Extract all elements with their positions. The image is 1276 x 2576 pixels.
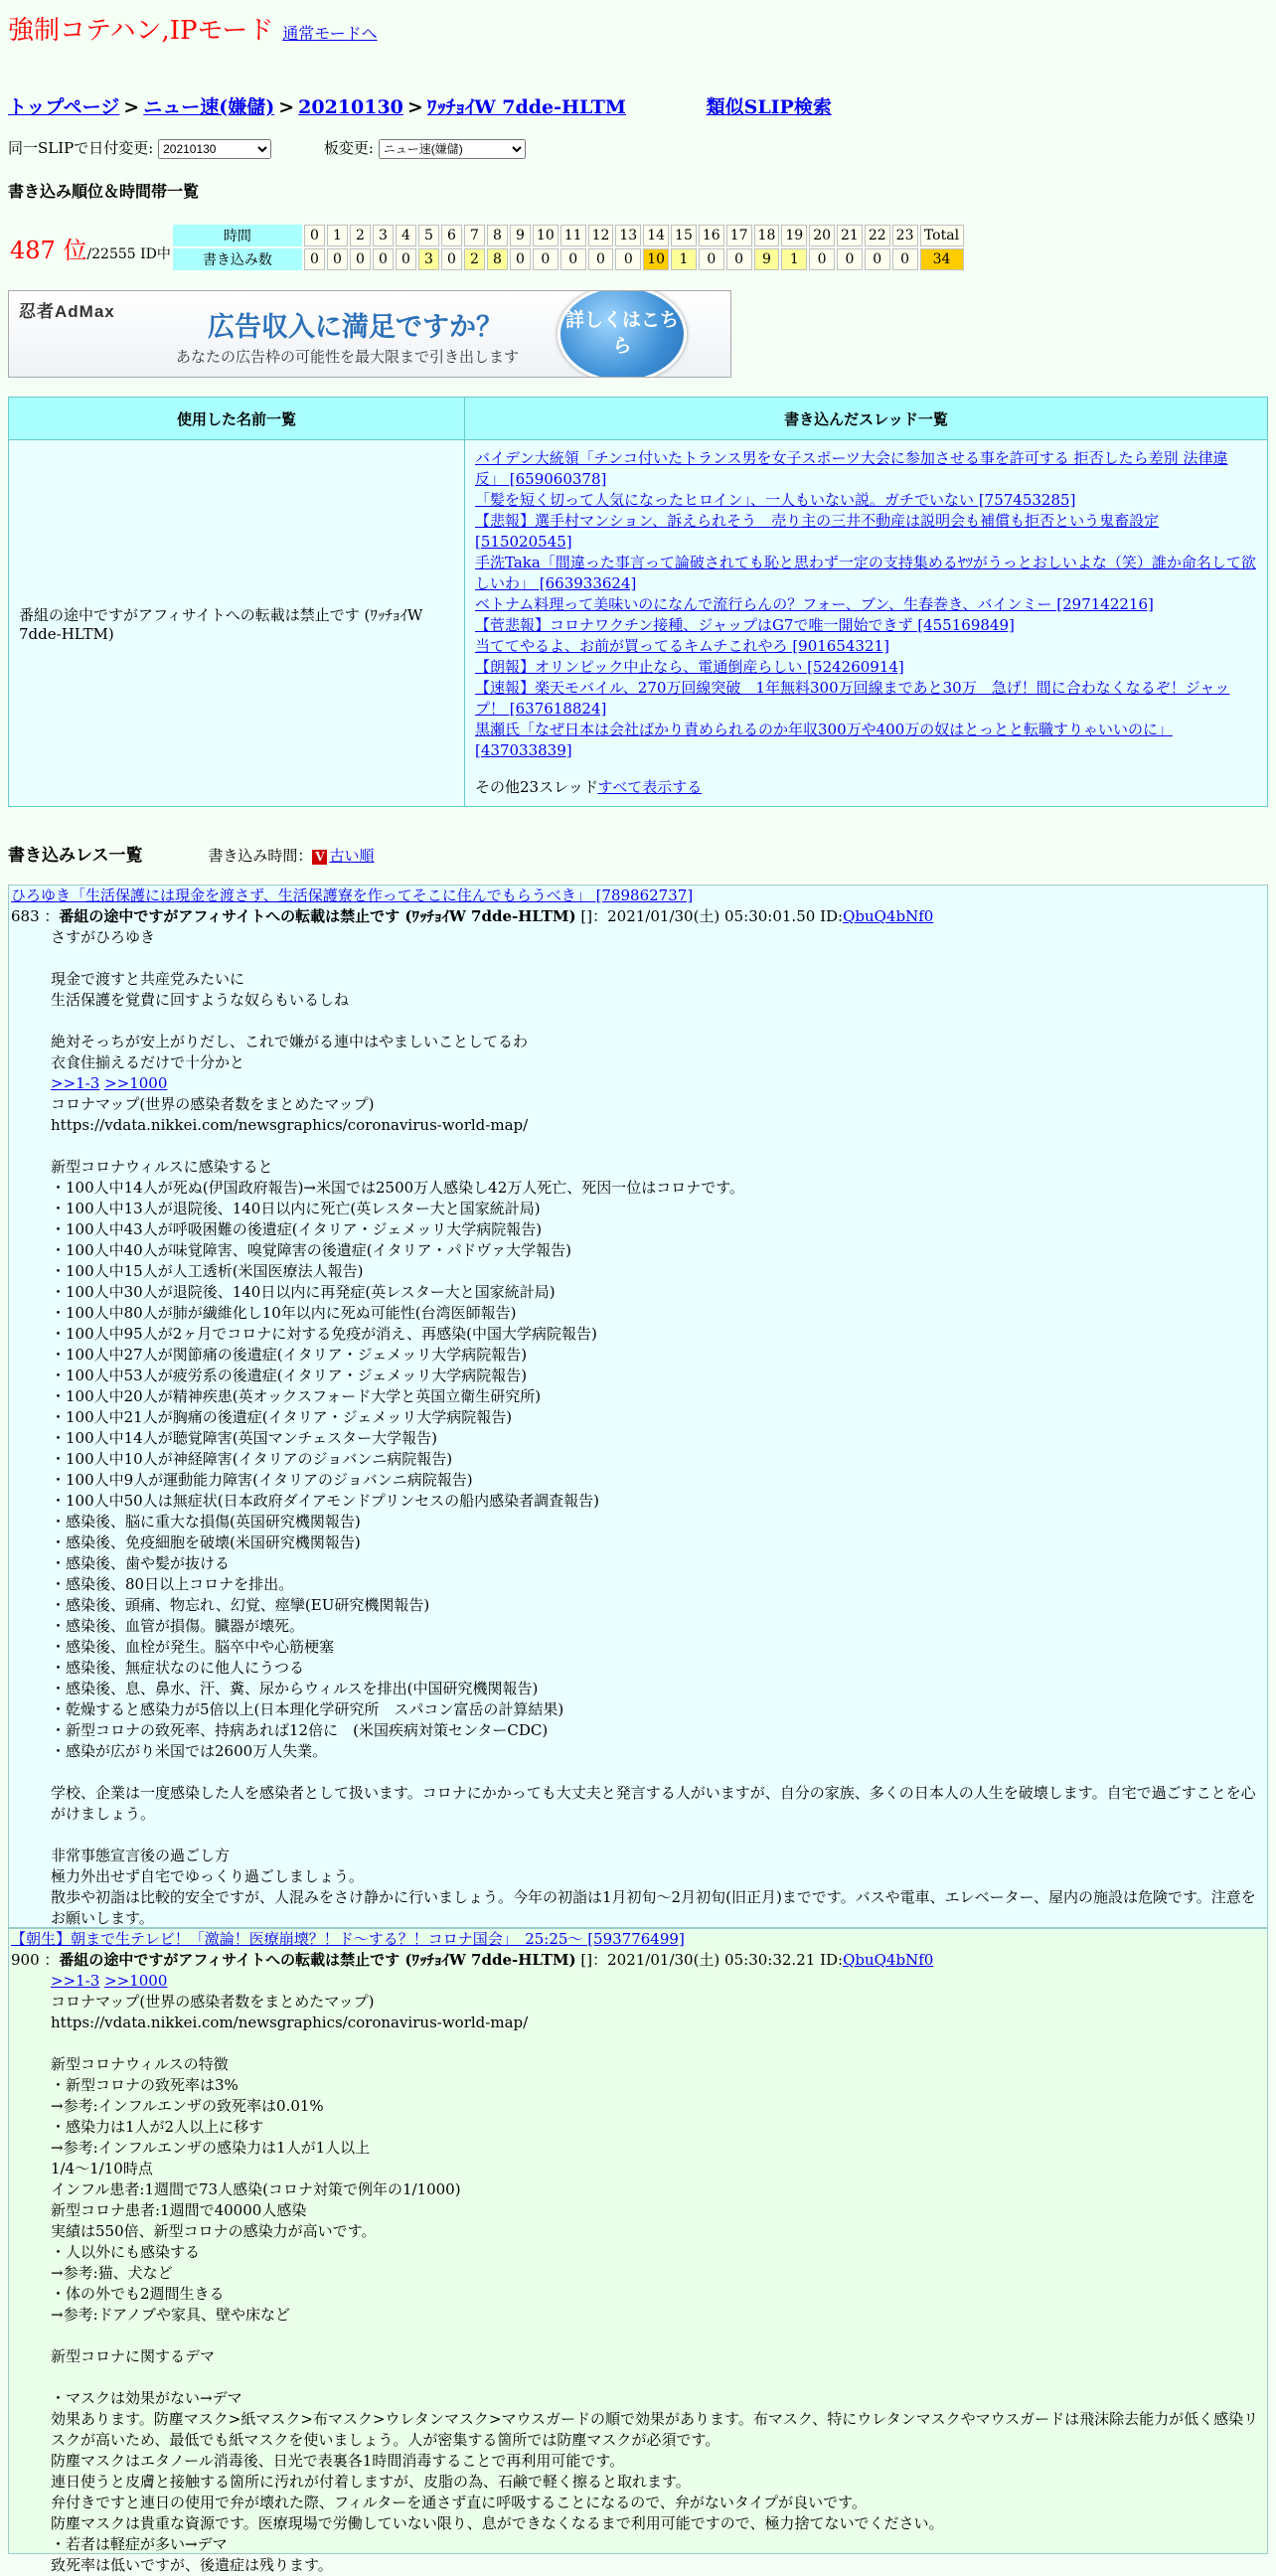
post-body bbox=[9, 1971, 1267, 2576]
filter-row bbox=[8, 137, 526, 159]
hour-cell: 8 bbox=[487, 225, 508, 246]
hour-cell: 9 bbox=[510, 225, 531, 246]
breadcrumb-separator: > bbox=[123, 96, 140, 118]
count-cell: 0 bbox=[441, 248, 462, 270]
post-body bbox=[9, 927, 1267, 1929]
board-select[interactable] bbox=[379, 139, 526, 159]
count-label: 書き込み数 bbox=[173, 248, 302, 270]
rank-total-ids: /22555 ID中 bbox=[86, 245, 171, 262]
post-thread-link[interactable]: 【朝生】朝まで生テレビ！「激論！医療崩壊？！ド～する？！コロナ国会」 25:25～ [593776499] bbox=[11, 1930, 685, 1948]
hour-cell: 12 bbox=[588, 225, 614, 246]
post-meta: 900 ：番組の途中ですがアフィサイトへの転載は禁止です (ﾜｯﾁｮｲW 7dde-HLTM) []：2021/01/30(土) 05:30:32.21 ID:QbuQ4bNf0 bbox=[11, 1951, 934, 1969]
used-name: 番組の途中ですがアフィサイトへの転載は禁止です (ﾜｯﾁｮｲW 7dde-HLTM) bbox=[9, 440, 465, 807]
names-table-header bbox=[9, 398, 1268, 440]
hour-cell: 16 bbox=[699, 225, 724, 246]
hour-cell: 23 bbox=[892, 225, 918, 246]
ad-banner[interactable] bbox=[8, 290, 731, 378]
hour-cell: 7 bbox=[464, 225, 485, 246]
rank-cell bbox=[10, 225, 171, 270]
count-cell: 0 bbox=[865, 248, 890, 270]
count-cell: 0 bbox=[350, 248, 371, 270]
thread-link[interactable]: 当ててやるよ、お前が買ってるキムチこれやろ [901654321] bbox=[475, 637, 889, 655]
post-number: 683 bbox=[11, 907, 40, 925]
count-cell: 0 bbox=[837, 248, 863, 270]
post-id-label: ID: bbox=[820, 1951, 844, 1969]
hour-cell: 21 bbox=[837, 225, 863, 246]
count-cell: 0 bbox=[533, 248, 558, 270]
show-all-threads-link[interactable]: すべて表示する bbox=[597, 778, 703, 796]
post-number: 900 bbox=[11, 1951, 40, 1969]
breadcrumb-separator: > bbox=[278, 96, 295, 118]
ranking-table bbox=[8, 223, 966, 272]
rank-number: 487 位 bbox=[10, 236, 87, 264]
time-sort-label: 書き込み時間： bbox=[208, 847, 313, 865]
hour-cell: 14 bbox=[643, 225, 669, 246]
count-cell: 8 bbox=[487, 248, 508, 270]
anchor-link[interactable]: >>1000 bbox=[104, 1074, 168, 1092]
other-threads-count: その他23スレッド bbox=[475, 778, 598, 796]
breadcrumb-separator: > bbox=[406, 96, 423, 118]
response-post bbox=[8, 1928, 1268, 2574]
breadcrumb-slip-link[interactable]: ﾜｯﾁｮｲW 7dde-HLTM bbox=[426, 96, 626, 118]
count-cell: 2 bbox=[464, 248, 485, 270]
count-cell: 1 bbox=[781, 248, 807, 270]
names-column-header: 使用した名前一覧 bbox=[9, 398, 465, 440]
time-label: 時間 bbox=[173, 225, 302, 246]
v-icon: V bbox=[312, 850, 327, 865]
thread-link[interactable]: 手洗Taka「間違った事言って論破されても恥と思わず一定の支持集めるﾔﾂがうっとおしいよな（笑）誰か命名して欲しいわ」 [663933624] bbox=[475, 554, 1256, 592]
threads-column-header: 書き込んだスレッド一覧 bbox=[465, 398, 1268, 440]
page-title: 強制コテハン,IPモード bbox=[8, 16, 274, 46]
oldest-first-link[interactable]: 古い順 bbox=[329, 847, 375, 865]
anchor-link[interactable]: >>1-3 bbox=[51, 1972, 100, 1990]
other-threads bbox=[475, 777, 1257, 798]
hour-cell: 10 bbox=[533, 225, 558, 246]
count-cell: 1 bbox=[671, 248, 697, 270]
count-cell: 0 bbox=[726, 248, 752, 270]
post-mail: [] bbox=[580, 907, 593, 925]
date-change-label: 同一SLIPで日付変更: bbox=[8, 139, 154, 157]
thread-link[interactable]: 黒瀬氏「なぜ日本は会社ばかり責められるのか年収300万や400万の奴はとっとと転職すりゃいいのに」 [437033839] bbox=[475, 721, 1173, 759]
count-cell: 0 bbox=[560, 248, 586, 270]
ad-subtext: あなたの広告枠の可能性を最大限まで引き出します bbox=[176, 349, 520, 366]
hour-cell: 22 bbox=[865, 225, 890, 246]
ranking-hours-row bbox=[10, 225, 964, 246]
hour-cell: 11 bbox=[560, 225, 586, 246]
post-meta: 683 ：番組の途中ですがアフィサイトへの転載は禁止です (ﾜｯﾁｮｲW 7dde-HLTM) []：2021/01/30(土) 05:30:01.50 ID:QbuQ4bNf0 bbox=[11, 907, 934, 925]
post-id-label: ID: bbox=[820, 907, 844, 925]
thread-link[interactable]: 【悲報】選手村マンション、訴えられそう 売り主の三井不動産は説明会も補償も拒否という鬼畜設定 [515020545] bbox=[475, 512, 1160, 551]
post-date: 2021/01/30(土) 05:30:01.50 bbox=[607, 907, 816, 925]
ad-details-button[interactable]: 詳しくはこちら bbox=[558, 290, 687, 378]
count-cell: 0 bbox=[373, 248, 394, 270]
hour-cell: 4 bbox=[396, 225, 416, 246]
breadcrumb-top-link[interactable]: トップページ bbox=[8, 96, 120, 118]
post-id-link[interactable]: QbuQ4bNf0 bbox=[843, 1951, 934, 1969]
count-cell: 0 bbox=[304, 248, 325, 270]
anchor-link[interactable]: >>1000 bbox=[104, 1972, 168, 1990]
hour-cell: 13 bbox=[615, 225, 641, 246]
responses-heading-row bbox=[8, 841, 374, 866]
hour-cell: 20 bbox=[809, 225, 835, 246]
hour-cell: 0 bbox=[304, 225, 325, 246]
similar-slip-search-link[interactable]: 類似SLIP検索 bbox=[706, 96, 832, 118]
count-cell: 0 bbox=[615, 248, 641, 270]
count-cell: 9 bbox=[754, 248, 780, 270]
thread-link[interactable]: 【速報】楽天モバイル、270万回線突破 1年無料300万回線まであと30万 急げ！間に合わなくなるぞ！ジャップ！ [637618824] bbox=[475, 679, 1230, 718]
thread-link[interactable]: バイデン大統領「チンコ付いたトランス男を女子スポーツ大会に参加させる事を許可する 拒否したら差別 法律違反」 [659060378] bbox=[475, 449, 1228, 488]
count-cell: 3 bbox=[418, 248, 439, 270]
thread-link[interactable]: 【朗報】オリンピック中止なら、電通倒産らしい [524260914] bbox=[475, 658, 904, 676]
names-table-row bbox=[9, 440, 1268, 807]
ad-brand-logo: 忍者AdMax bbox=[19, 302, 115, 321]
hour-cell: 18 bbox=[754, 225, 780, 246]
hour-cell: 6 bbox=[441, 225, 462, 246]
ranking-heading: 書き込み順位＆時間帯一覧 bbox=[8, 182, 200, 201]
count-cell: 0 bbox=[396, 248, 416, 270]
thread-link[interactable]: ベトナム料理って美味いのになんで流行らんの？フォー、ブン、生春巻き、バインミー [297142216] bbox=[475, 595, 1154, 613]
count-cell: 10 bbox=[643, 248, 669, 270]
post-mail: [] bbox=[580, 1951, 593, 1969]
board-change-label: 板変更: bbox=[323, 139, 374, 157]
hour-cell: 2 bbox=[350, 225, 371, 246]
hour-cell: 19 bbox=[781, 225, 807, 246]
normal-mode-link[interactable]: 通常モードへ bbox=[282, 24, 378, 43]
names-table bbox=[8, 397, 1268, 807]
responses-heading: 書き込みレス一覧 bbox=[8, 846, 143, 866]
post-author: 番組の途中ですがアフィサイトへの転載は禁止です (ﾜｯﾁｮｲW 7dde-HLTM) bbox=[59, 907, 576, 925]
hour-cell: 5 bbox=[418, 225, 439, 246]
page-header bbox=[8, 10, 378, 47]
total-label: Total bbox=[920, 225, 964, 246]
count-cell: 0 bbox=[327, 248, 348, 270]
count-cell: 0 bbox=[699, 248, 724, 270]
breadcrumb-date-link[interactable]: 20210130 bbox=[298, 96, 403, 118]
post-text: コロナマップ(世界の感染者数をまとめたマップ) https://vdata.nikkei.com/newsgraphics/coronavirus-world-map/ 新型コロナウィルスに感染すると ・100人中14人が死ぬ(伊国政府報告)→米国では2500万人感染し42万人死亡、死因一位はコロナです。 ・100人中13人が退院後、140日以内に死亡(英レスター大と国家統計局) ・100人中43人が呼吸困難の後遺症(イタリア・ジェメッリ大学病院報告) ・100人中40人が味覚障害、嗅覚障害の後遺症(イタリア・パドヴァ大学報告) ・100人中15人が人工透析(米国医療法人報告) ・100人中30人が退院後、140日以内に再発症(英レスター大と国家統計局) ・100人中80人が肺が繊維化し10年以内に死ぬ可能性(台湾医師報告) ・100人中95人が2ヶ月でコロナに対する免疫が消え、再感染(中国大学病院報告) ・100人中27人が関節痛の後遺症(イタリア・ジェメッリ大学病院報告) ・100人中53人が疲労系の後遺症(イタリア・ジェメッリ大学病院報告) ・100人中20人が精神疾患(英オックスフォード大学と英国立衛生研究所) ・100人中21人が胸痛の後遺症(イタリア・ジェメッリ大学病院報告) ・100人中14人が聴覚障害(英国マンチェスター大学報告) ・100人中10人が神経障害(イタリアのジョバンニ病院報告) ・100人中9人が運動能力障害(イタリアのジョバンニ病院報告) ・100人中50人は無症状(日本政府ダイアモンドプリンセスの船内感染者調査報告) ・感染後、脳に重大な損傷(英国研究機関報告) ・感染後、免疫細胞を破壊(米国研究機関報告) ・感染後、歯や髪が抜ける ・感染後、80日以上コロナを排出。 ・感染後、頭痛、物忘れ、幻覚、痙攣(EU研究機関報告) ・感染後、血管が損傷。臓器が壊死。 ・感染後、血栓が発生。脳卒中や心筋梗塞 ・感染後、無症状なのに他人にうつる ・感染後、息、鼻水、汗、糞、尿からウィルスを排出(中国研究機関報告) ・乾燥すると感染力が5倍以上(日本理化学研究所 スパコン富岳の計算結果) ・新型コロナの致死率、持病あれば12倍に (米国疾病対策センターCDC) ・感染が広がり米国では2600万人失業。 学校、企業は一度感染した人を感染者として扱います。コロナにかかっても大丈夫と発言する人がいますが、自分の家族、多くの日本人の人生を破壊します。自宅で過ごすことを心がけましょう。 非常事態宣言後の過ごし方 極力外出せず自宅でゆっくり過ごしましょう。 散歩や初詣は比較的安全ですが、人混みをさけ静かに行いましょう。今年の初詣は1月初旬～2月初旬(旧正月)までです。バスや電車、エレベーター、屋内の施設は危険です。注意をお願いします。 bbox=[51, 1095, 1256, 1927]
post-id-link[interactable]: QbuQ4bNf0 bbox=[843, 907, 934, 925]
breadcrumb bbox=[8, 92, 832, 119]
count-cell: 0 bbox=[510, 248, 531, 270]
count-cell: 0 bbox=[588, 248, 614, 270]
hour-cell: 15 bbox=[671, 225, 697, 246]
response-post bbox=[8, 885, 1268, 1928]
thread-list bbox=[465, 440, 1268, 807]
ranking-table-wrap bbox=[8, 223, 966, 272]
anchor-link[interactable]: >>1-3 bbox=[51, 1074, 100, 1092]
date-select[interactable] bbox=[158, 139, 271, 159]
post-author: 番組の途中ですがアフィサイトへの転載は禁止です (ﾜｯﾁｮｲW 7dde-HLTM) bbox=[59, 1951, 576, 1969]
breadcrumb-board-link[interactable]: ニュー速(嫌儲) bbox=[143, 96, 275, 118]
total-value: 34 bbox=[920, 248, 964, 270]
count-cell: 0 bbox=[809, 248, 835, 270]
post-date: 2021/01/30(土) 05:30:32.21 bbox=[607, 1951, 816, 1969]
count-cell: 0 bbox=[892, 248, 918, 270]
post-thread-link[interactable]: ひろゆき「生活保護には現金を渡さず、生活保護寮を作ってそこに住んでもらうべき」 [789862737] bbox=[11, 886, 694, 904]
thread-link[interactable]: 「髪を短く切って人気になったヒロイン」、一人もいない説。ガチでいない [757453285] bbox=[475, 491, 1076, 509]
thread-link[interactable]: 【菅悲報】コロナワクチン接種、ジャップはG7で唯一開始できず [455169849] bbox=[475, 616, 1015, 634]
hour-cell: 1 bbox=[327, 225, 348, 246]
post-text: コロナマップ(世界の感染者数をまとめたマップ) https://vdata.nikkei.com/newsgraphics/coronavirus-world-map/ 新型コロナウィルスの特徴 ・新型コロナの致死率は3% →参考:インフルエンザの致死率は0.01% ・感染力は1人が2人以上に移す →参考:インフルエンザの感染力は1人が1人以上 1/4～1/10時点 インフル患者:1週間で73人感染(コロナ対策で例年の1/1000) 新型コロナ患者:1週間で40000人感染 実績は550倍、新型コロナの感染力が高いです。 ・人以外にも感染する →参考:猫、犬など ・体の外でも2週間生きる →参考:ドアノブや家具、壁や床など 新型コロナに関するデマ ・マスクは効果がない→デマ 効果あります。防塵マスク>紙マスク>布マスク>ウレタンマスク>マウスガードの順で効果があります。布マスク、特にウレタンマスクやマウスガードは飛沫除去能力が低く感染リスクが高いため、最低でも紙マスクを使いましょう。人が密集する箇所では防塵マスクが必須です。 防塵マスクはエタノール消毒後、日光で表裏各1時間消毒することで再利用可能です。 連日使うと皮膚と接触する箇所に汚れが付着しますが、皮脂の為、石鹸で軽く擦ると取れます。 弁付きですと連日の使用で弁が壊れた際、フィルターを通さず直に呼吸することになるので、弁がないタイプが良いです。 防塵マスクは貴重な資源です。医療現場で労働していない限り、息ができなくなるまで利用可能ですので、極力捨てないでください。 ・若者は軽症が多い→デマ 致死率は低いですが、後遺症は残ります。 bbox=[51, 1993, 1259, 2574]
post-text: さすがひろゆき 現金で渡すと共産党みたいに 生活保護を覚費に回すような奴らもいるしね 絶対そっちが安上がりだし、これで嫌がる連中はやましいことしてるわ 衣食住揃えるだけで十分かと bbox=[51, 928, 529, 1071]
hour-cell: 3 bbox=[373, 225, 394, 246]
hour-cell: 17 bbox=[726, 225, 752, 246]
ad-headline: 広告収入に満足ですか？ bbox=[208, 312, 503, 342]
sort-order bbox=[208, 847, 374, 865]
